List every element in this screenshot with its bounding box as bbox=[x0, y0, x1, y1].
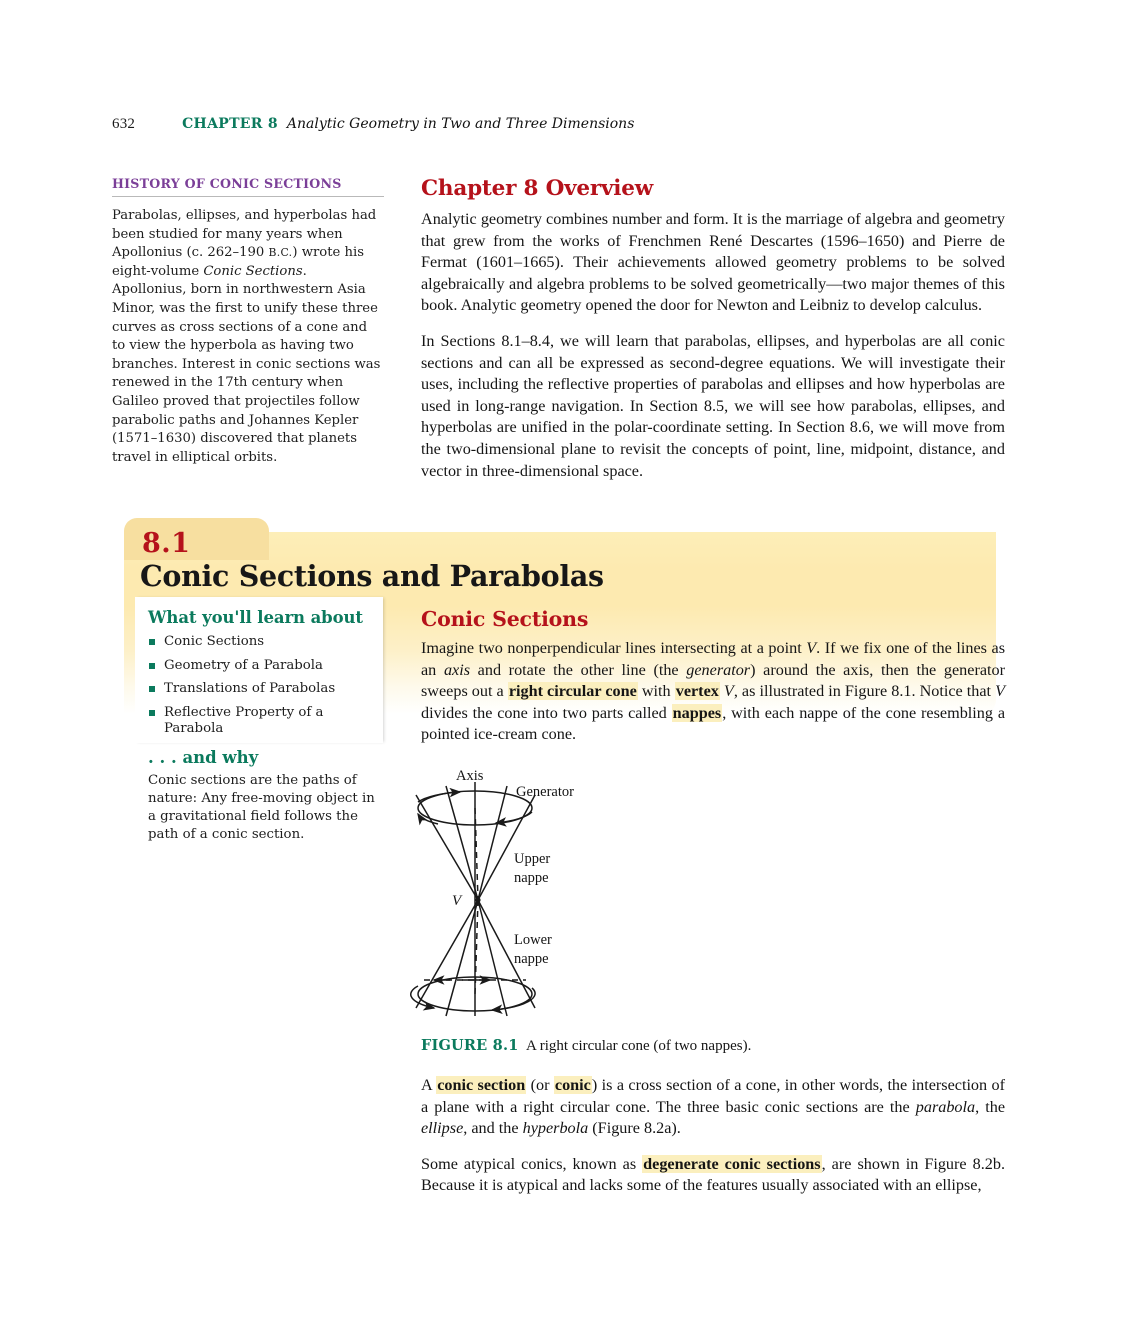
history-book-title: Conic Sections bbox=[203, 263, 303, 279]
learn-block bbox=[148, 608, 380, 745]
history-smallcaps-bc: B.C. bbox=[268, 246, 293, 260]
running-head bbox=[112, 116, 1012, 133]
conic-definition-paragraph bbox=[421, 1075, 1005, 1140]
generator-label: Generator bbox=[516, 784, 574, 800]
term-degenerate-conic-sections: degenerate conic sections bbox=[643, 1154, 821, 1173]
term-nappes: nappes bbox=[672, 703, 722, 722]
cs-italic-generator: generator bbox=[686, 660, 751, 679]
history-text-part3: . Apollonius, born in northwestern Asia Minor, was the first to unify these three curves as cross sections of a cone and to view the hyperbola as having two branches. Interest in conic sections was renewed in the 17th century when Galileo proved that projectiles follow parabolic paths and Johannes Kepler (1571–1630) discovered that planets travel in elliptical orbits. bbox=[112, 263, 381, 465]
vertex-point bbox=[475, 897, 480, 902]
af-t4: , the bbox=[975, 1097, 1005, 1116]
figure-caption-text: A right circular cone (of two nappes). bbox=[525, 1038, 752, 1054]
cs-t7: , as illustrated in Figure 8.1. Notice that bbox=[733, 682, 996, 701]
learn-list bbox=[148, 634, 380, 738]
and-why-body: Conic sections are the paths of nature: Any free-moving object in a gravitational field follows the path of a conic section. bbox=[148, 773, 375, 842]
cs-t5: with bbox=[637, 682, 675, 701]
lower-generator-right bbox=[478, 900, 507, 1016]
learn-item-label: Conic Sections bbox=[164, 634, 265, 649]
square-bullet-icon bbox=[149, 686, 155, 692]
cs-italic-v3: V bbox=[995, 682, 1006, 701]
af-italic-hyperbola: hyperbola bbox=[522, 1119, 589, 1138]
cs-italic-axis: axis bbox=[443, 660, 471, 679]
section-title: Conic Sections and Parabolas bbox=[140, 559, 604, 593]
term-conic-section: conic section bbox=[437, 1076, 526, 1094]
axis-label: Axis bbox=[456, 768, 484, 784]
list-item bbox=[148, 705, 380, 738]
history-text-part2: ) wrote his eight-volume bbox=[112, 245, 365, 279]
cone-figure bbox=[404, 768, 704, 1030]
learn-item-label: Geometry of a Parabola bbox=[164, 657, 323, 673]
degenerate-conics-paragraph bbox=[421, 1154, 1005, 1197]
history-sidebar-heading: HISTORY OF CONIC SECTIONS bbox=[112, 176, 384, 197]
term-right-circular-cone: right circular cone bbox=[508, 682, 637, 701]
chapter-overview bbox=[421, 176, 1005, 496]
af-p2-t1: Some atypical conics, known as bbox=[421, 1154, 643, 1173]
af-t6: (Figure 8.2a). bbox=[588, 1119, 681, 1138]
af-t1: A bbox=[421, 1076, 437, 1094]
upper-generator-right bbox=[478, 786, 507, 900]
af-italic-ellipse: ellipse bbox=[421, 1119, 464, 1138]
learn-item-label: Translations of Parabolas bbox=[164, 681, 336, 696]
overview-paragraph-2: In Sections 8.1–8.4, we will learn that parabolas, ellipses, and hyperbolas are all conic sections and can all be expressed as second-degree equations. We will investigate their uses, including the reflective properties of parabolas and ellipses and how hyperbolas are used in long-range navigation. In Section 8.5, we will see how parabolas, ellipses, and hyperbolas are unified in the polar-coordinate setting. In Section 8.6, we will move from the two-dimensional plane to revisit the concepts of point, line, midpoint, distance, and vector in three-dimensional space. bbox=[421, 331, 1005, 480]
square-bullet-icon bbox=[149, 710, 155, 716]
conic-sections-paragraph bbox=[421, 638, 1005, 746]
page-number: 632 bbox=[112, 116, 136, 132]
figure-caption bbox=[421, 1037, 1005, 1055]
chapter-title: Analytic Geometry in Two and Three Dimensions bbox=[286, 116, 635, 132]
learn-heading: What you'll learn about bbox=[148, 608, 363, 627]
cs-t8: divides the cone into two parts called bbox=[421, 703, 672, 722]
conic-sections-heading: Conic Sections bbox=[421, 607, 589, 631]
upper-nappe-label-2: nappe bbox=[514, 870, 549, 886]
term-vertex: vertex bbox=[675, 682, 719, 701]
after-figure-block bbox=[421, 1075, 1005, 1211]
af-t2: (or bbox=[526, 1076, 554, 1094]
af-italic-parabola: parabola bbox=[915, 1097, 976, 1116]
cs-t4: ) around the axis, then the generator sweeps out a bbox=[421, 660, 1006, 701]
square-bullet-icon bbox=[149, 663, 155, 669]
list-item bbox=[148, 681, 380, 698]
overview-paragraph-1: Analytic geometry combines number and form. It is the marriage of algebra and geometry that grew from the works of Frenchmen René Descartes (1596–1650) and Pierre de Fermat (1601–1665). Their achievements allowed geometry problems to be solved algebraically and algebra problems to be solved geometrically—two major themes of this book. Analytic geometry opened the door for Newton and Leibniz to develop calculus. bbox=[421, 210, 1005, 315]
and-why-heading: . . . and why bbox=[148, 748, 259, 767]
history-sidebar bbox=[112, 176, 384, 467]
af-t3: ) is a cross section of a cone, in other words, the intersection of a plane with a right circular cone. The three basic conic sections are the bbox=[421, 1076, 1006, 1116]
figure-label: FIGURE 8.1 bbox=[421, 1037, 519, 1054]
cs-t1: Imagine two nonperpendicular lines intersecting at a point bbox=[421, 639, 807, 657]
lower-nappe-label-2: nappe bbox=[514, 951, 549, 967]
learn-item-label: Reflective Property of a Parabola bbox=[164, 704, 324, 736]
chapter-label: CHAPTER 8 bbox=[182, 116, 278, 132]
chapter-overview-title: Chapter 8 Overview bbox=[421, 176, 654, 201]
lower-left-side bbox=[416, 900, 478, 1008]
af-p2-t2: , are shown in Figure 8.2b. Because it is atypical and lacks some of the features usually associated with an ellipse, bbox=[421, 1154, 1005, 1195]
cs-t3: and rotate the other line (the bbox=[470, 660, 687, 679]
and-why-block bbox=[148, 748, 380, 844]
upper-arrow-front-right bbox=[496, 812, 532, 823]
cone-diagram-svg bbox=[404, 768, 704, 1030]
cs-italic-v2: V bbox=[723, 682, 734, 701]
lower-generator-left bbox=[446, 900, 478, 1016]
upper-left-side bbox=[416, 795, 478, 900]
conic-sections-block bbox=[421, 607, 1005, 760]
upper-nappe-label-1: Upper bbox=[514, 851, 551, 867]
lower-nappe-label-1: Lower bbox=[514, 932, 552, 948]
list-item bbox=[148, 634, 380, 651]
term-conic: conic bbox=[554, 1076, 591, 1094]
cs-t9: , with each nappe of the cone resembling a pointed ice-cream cone. bbox=[421, 703, 1005, 744]
cs-t2: . If we fix one of the lines as an bbox=[421, 639, 1005, 679]
upper-generator-left bbox=[446, 786, 478, 900]
history-text-part1: Parabolas, ellipses, and hyperbolas had been studied for many years when Apollonius (c. 262–190 bbox=[112, 208, 377, 261]
square-bullet-icon bbox=[149, 639, 155, 645]
cs-italic-v1: V bbox=[806, 639, 817, 657]
list-item bbox=[148, 658, 380, 675]
history-sidebar-body bbox=[112, 207, 384, 467]
section-number: 8.1 bbox=[142, 528, 191, 559]
af-t5: , and the bbox=[463, 1119, 523, 1138]
vertex-label: V bbox=[452, 893, 462, 909]
